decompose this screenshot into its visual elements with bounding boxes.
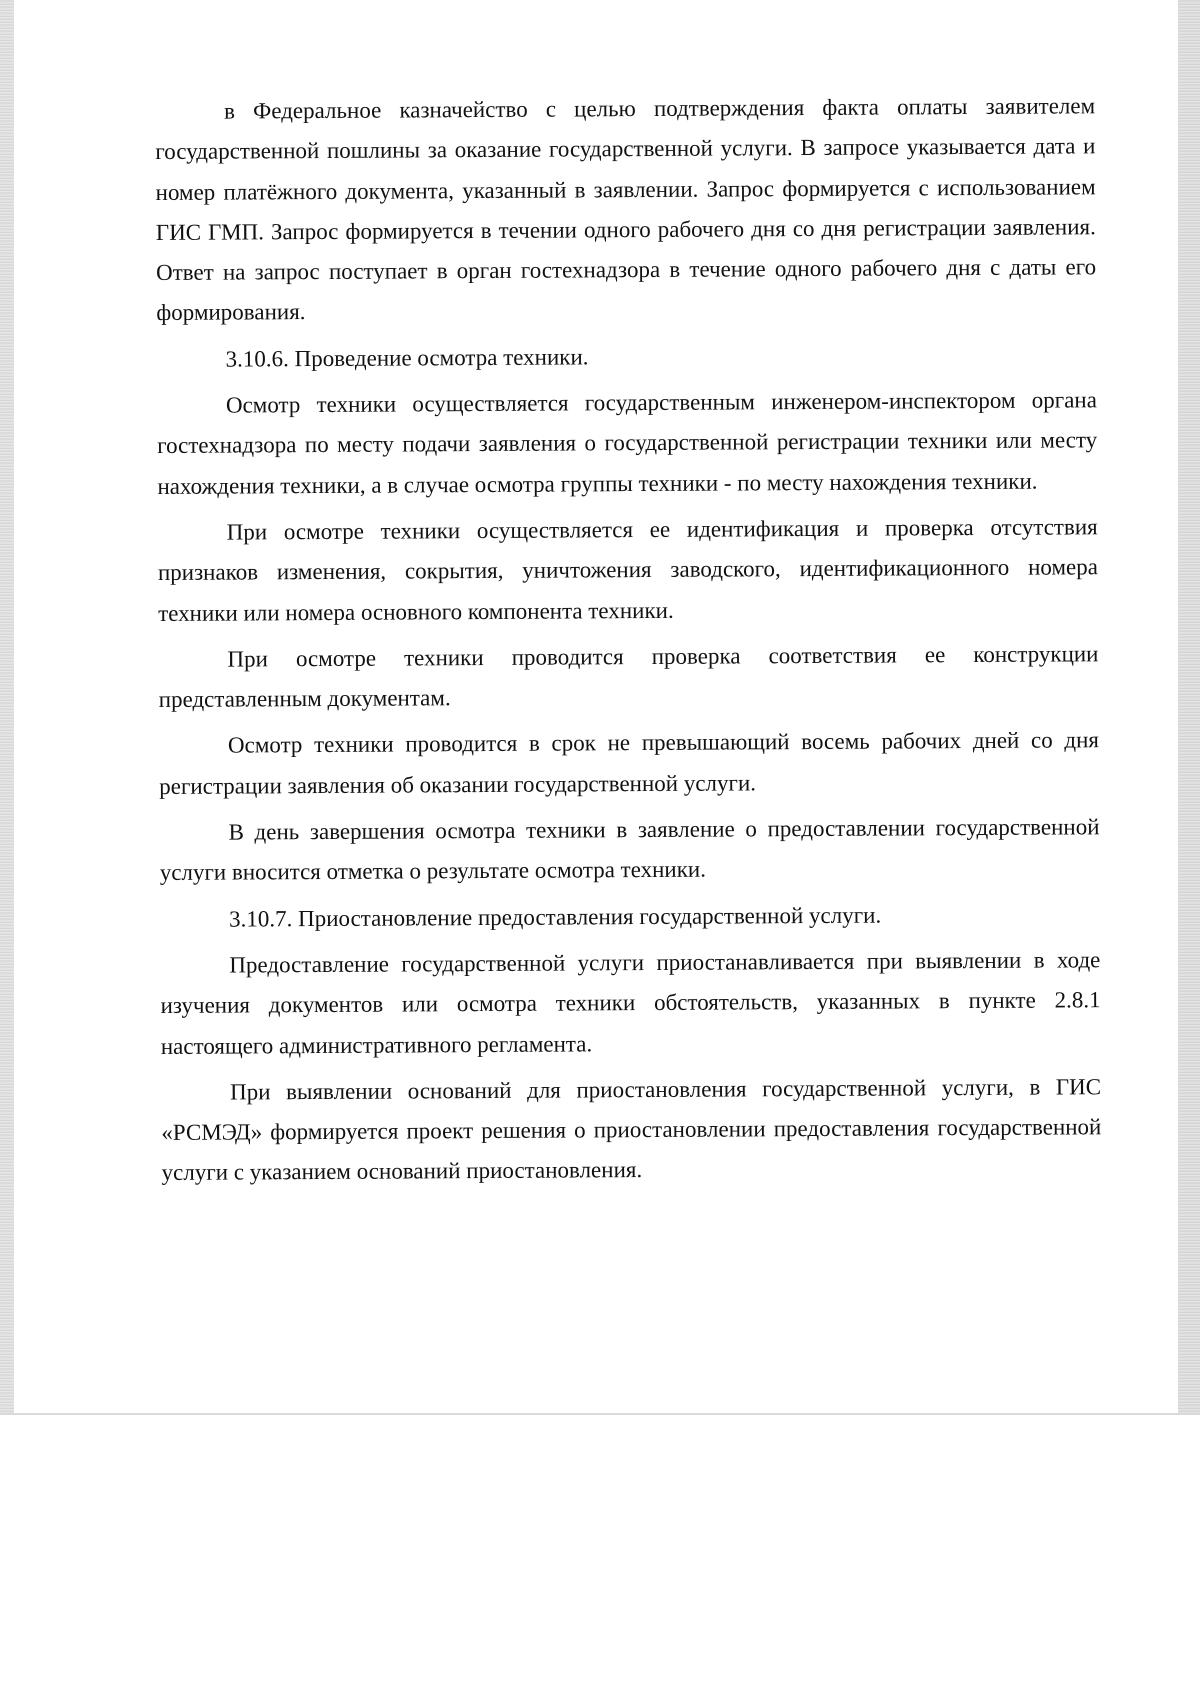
section-heading-3-10-7: 3.10.7. Приостановление предоставления государственной услуги. bbox=[228, 902, 882, 932]
paragraph-payment-request: в Федеральное казначейство с целью подтверждения факта оплаты заявителем государственной пошлины за оказание государственной услуги. В запросе указывается дата и номер платёжного документа, указанный в заявлении. Запрос формируется с использованием ГИС ГМП. Запрос формируется в течении одного рабочего дня со дня регистрации заявления. Ответ на запрос поступает в орган гостехнадзора в течение одного рабочего дня с даты его формирования. bbox=[155, 93, 1097, 326]
document-page bbox=[155, 86, 1102, 1199]
scan-edge-right bbox=[1178, 0, 1200, 1415]
paragraph-suspension-grounds: Предоставление государственной услуги приостанавливается при выявлении в ходе изучения документов или осмотра техники обстоятельств, указанных в пункте 2.8.1 настоящего административного регламента. bbox=[160, 947, 1101, 1059]
scan-edge-left bbox=[0, 0, 14, 1415]
paragraph-identification-check: При осмотре техники осуществляется ее идентификация и проверка отсутствия признаков изменения, сокрытия, уничтожения заводского, идентификационного номера техники или номера основного компонента техники. bbox=[157, 514, 1098, 626]
paragraph-inspection-deadline: Осмотр техники проводится в срок не превышающий восемь рабочих дней со дня регистрации заявления об оказании государственной услуги. bbox=[159, 727, 1100, 799]
section-heading-3-10-6: 3.10.6. Проведение осмотра техники. bbox=[225, 344, 589, 372]
paragraph-construction-check: При осмотре техники проводится проверка соответствия ее конструкции представленным документам. bbox=[158, 641, 1099, 713]
paragraph-suspension-decision: При выявлении оснований для приостановления государственной услуги, в ГИС «РСМЭД» формируется проект решения о приостановлении предоставления государственной услуги с указанием оснований приостановления. bbox=[161, 1074, 1102, 1186]
scan-bottom-line bbox=[0, 1413, 1200, 1415]
paragraph-inspection-result-mark: В день завершения осмотра техники в заявление о предоставлении государственной услуги вносится отметка о результате осмотра техники. bbox=[159, 814, 1100, 886]
paragraph-inspection-location: Осмотр техники осуществляется государственным инженером-инспектором органа гостехнадзора по месту подачи заявления о государственной регистрации техники или месту нахождения техники, а в случае осмотра группы техники - по месту нахождения техники. bbox=[157, 387, 1098, 499]
